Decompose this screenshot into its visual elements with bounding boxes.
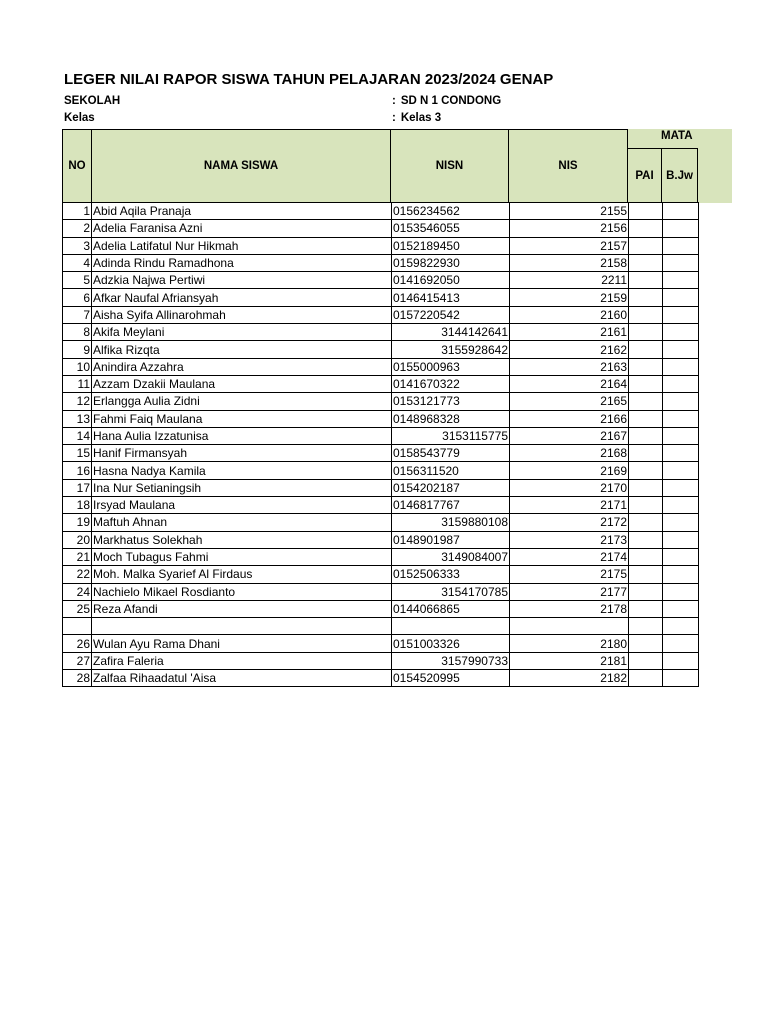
cell-pai (629, 272, 663, 289)
cell-no: 24 (63, 583, 92, 600)
cell-nisn: 3154170785 (392, 583, 510, 600)
cell-pai (629, 618, 663, 635)
cell-pai (629, 445, 663, 462)
kelas-value-row (392, 112, 441, 124)
cell-bjw (663, 618, 699, 635)
cell-pai (629, 462, 663, 479)
cell-nis: 2156 (510, 220, 629, 237)
cell-bjw (663, 272, 699, 289)
cell-no: 26 (63, 635, 92, 652)
cell-pai (629, 497, 663, 514)
table-row (63, 393, 699, 410)
cell-bjw (663, 531, 699, 548)
student-grade-table (62, 202, 699, 687)
table-row (63, 514, 699, 531)
cell-pai (629, 479, 663, 496)
cell-nis: 2163 (510, 358, 629, 375)
cell-no: 6 (63, 289, 92, 306)
cell-no: 5 (63, 272, 92, 289)
cell-no: 16 (63, 462, 92, 479)
table-row (63, 618, 699, 635)
table-row (63, 566, 699, 583)
cell-nama-siswa: Zafira Faleria (92, 652, 392, 669)
cell-pai (629, 254, 663, 271)
table-row (63, 358, 699, 375)
cell-no: 20 (63, 531, 92, 548)
cell-nisn (392, 618, 510, 635)
cell-pai (629, 566, 663, 583)
cell-nis: 2166 (510, 410, 629, 427)
cell-nis (510, 618, 629, 635)
table-row (63, 427, 699, 444)
cell-no: 19 (63, 514, 92, 531)
cell-nama-siswa: Azzam Dzakii Maulana (92, 375, 392, 392)
table-row (63, 652, 699, 669)
cell-nis: 2182 (510, 670, 629, 687)
cell-pai (629, 341, 663, 358)
cell-bjw (663, 548, 699, 565)
cell-nisn: 0148968328 (392, 410, 510, 427)
cell-nisn: 0157220542 (392, 306, 510, 323)
cell-pai (629, 410, 663, 427)
table-row (63, 497, 699, 514)
cell-nama-siswa: Adelia Faranisa Azni (92, 220, 392, 237)
table-row (63, 237, 699, 254)
cell-no: 10 (63, 358, 92, 375)
cell-bjw (663, 670, 699, 687)
cell-nama-siswa: Fahmi Faiq Maulana (92, 410, 392, 427)
kelas-label: Kelas (64, 112, 95, 124)
cell-nisn: 0146415413 (392, 289, 510, 306)
cell-bjw (663, 203, 699, 220)
cell-bjw (663, 324, 699, 341)
cell-no: 9 (63, 341, 92, 358)
cell-nama-siswa: Moh. Malka Syarief Al Firdaus (92, 566, 392, 583)
cell-nis: 2168 (510, 445, 629, 462)
table-row (63, 479, 699, 496)
cell-no: 14 (63, 427, 92, 444)
cell-nis: 2173 (510, 531, 629, 548)
cell-nisn: 3155928642 (392, 341, 510, 358)
cell-nisn: 0153121773 (392, 393, 510, 410)
cell-no: 13 (63, 410, 92, 427)
cell-nisn: 3157990733 (392, 652, 510, 669)
cell-nama-siswa: Hana Aulia Izzatunisa (92, 427, 392, 444)
cell-nis: 2178 (510, 600, 629, 617)
cell-nama-siswa: Ina Nur Setianingsih (92, 479, 392, 496)
cell-nis: 2169 (510, 462, 629, 479)
cell-bjw (663, 375, 699, 392)
cell-pai (629, 514, 663, 531)
cell-nama-siswa: Akifa Meylani (92, 324, 392, 341)
cell-no: 28 (63, 670, 92, 687)
cell-nis: 2162 (510, 341, 629, 358)
cell-nisn: 0158543779 (392, 445, 510, 462)
cell-nisn: 3149084007 (392, 548, 510, 565)
header-pai: PAI (627, 148, 662, 203)
cell-nama-siswa: Reza Afandi (92, 600, 392, 617)
cell-no: 22 (63, 566, 92, 583)
cell-bjw (663, 289, 699, 306)
cell-no: 3 (63, 237, 92, 254)
cell-bjw (663, 358, 699, 375)
cell-nisn: 0141670322 (392, 375, 510, 392)
cell-nisn: 0152506333 (392, 566, 510, 583)
cell-no: 1 (63, 203, 92, 220)
cell-no: 7 (63, 306, 92, 323)
cell-pai (629, 427, 663, 444)
header-nama-siswa: NAMA SISWA (91, 129, 391, 203)
header-mata-pelajaran: MATA (661, 130, 693, 142)
cell-bjw (663, 410, 699, 427)
cell-nama-siswa: Anindira Azzahra (92, 358, 392, 375)
cell-nama-siswa: Abid Aqila Pranaja (92, 203, 392, 220)
cell-pai (629, 237, 663, 254)
cell-nis: 2211 (510, 272, 629, 289)
cell-nisn: 0152189450 (392, 237, 510, 254)
cell-nis: 2164 (510, 375, 629, 392)
cell-bjw (663, 652, 699, 669)
table-row (63, 203, 699, 220)
cell-bjw (663, 583, 699, 600)
cell-no: 12 (63, 393, 92, 410)
table-row (63, 324, 699, 341)
cell-pai (629, 220, 663, 237)
kelas-value: Kelas 3 (400, 112, 442, 124)
cell-bjw (663, 497, 699, 514)
sekolah-value-row (392, 95, 501, 107)
cell-nisn: 0159822930 (392, 254, 510, 271)
sekolah-value: SD N 1 CONDONG (400, 95, 502, 107)
cell-nama-siswa: Wulan Ayu Rama Dhani (92, 635, 392, 652)
cell-nis: 2170 (510, 479, 629, 496)
cell-no (63, 618, 92, 635)
cell-bjw (663, 514, 699, 531)
cell-bjw (663, 462, 699, 479)
separator: : (392, 95, 396, 107)
cell-nama-siswa: Adelia Latifatul Nur Hikmah (92, 237, 392, 254)
cell-no: 18 (63, 497, 92, 514)
cell-nis: 2181 (510, 652, 629, 669)
cell-nama-siswa: Nachielo Mikael Rosdianto (92, 583, 392, 600)
cell-pai (629, 583, 663, 600)
cell-nisn: 3159880108 (392, 514, 510, 531)
header-nis: NIS (508, 129, 628, 203)
cell-pai (629, 531, 663, 548)
table-row (63, 583, 699, 600)
cell-bjw (663, 445, 699, 462)
table-row (63, 272, 699, 289)
table-row (63, 254, 699, 271)
cell-bjw (663, 254, 699, 271)
cell-nis: 2155 (510, 203, 629, 220)
cell-pai (629, 324, 663, 341)
cell-pai (629, 548, 663, 565)
cell-pai (629, 289, 663, 306)
cell-no: 25 (63, 600, 92, 617)
cell-no: 27 (63, 652, 92, 669)
cell-nisn: 0153546055 (392, 220, 510, 237)
cell-bjw (663, 566, 699, 583)
cell-bjw (663, 393, 699, 410)
cell-nama-siswa: Irsyad Maulana (92, 497, 392, 514)
cell-pai (629, 358, 663, 375)
header-nisn: NISN (390, 129, 509, 203)
header-no: NO (62, 129, 92, 203)
cell-nama-siswa: Erlangga Aulia Zidni (92, 393, 392, 410)
cell-nisn: 3144142641 (392, 324, 510, 341)
table-row (63, 600, 699, 617)
cell-nis: 2160 (510, 306, 629, 323)
table-row (63, 548, 699, 565)
cell-pai (629, 306, 663, 323)
cell-no: 4 (63, 254, 92, 271)
cell-nis: 2167 (510, 427, 629, 444)
table-row (63, 375, 699, 392)
cell-nisn: 0146817767 (392, 497, 510, 514)
cell-pai (629, 600, 663, 617)
cell-nama-siswa: Moch Tubagus Fahmi (92, 548, 392, 565)
cell-bjw (663, 427, 699, 444)
table-row (63, 635, 699, 652)
table-row (63, 220, 699, 237)
cell-pai (629, 635, 663, 652)
cell-nama-siswa (92, 618, 392, 635)
cell-nis: 2161 (510, 324, 629, 341)
cell-nisn: 0156234562 (392, 203, 510, 220)
cell-nisn: 3153115775 (392, 427, 510, 444)
cell-no: 8 (63, 324, 92, 341)
cell-nama-siswa: Markhatus Solekhah (92, 531, 392, 548)
cell-bjw (663, 220, 699, 237)
cell-nis: 2159 (510, 289, 629, 306)
cell-nis: 2180 (510, 635, 629, 652)
cell-nis: 2172 (510, 514, 629, 531)
cell-bjw (663, 635, 699, 652)
table-row (63, 670, 699, 687)
cell-pai (629, 670, 663, 687)
cell-nama-siswa: Zalfaa Rihaadatul 'Aisa (92, 670, 392, 687)
cell-nis: 2158 (510, 254, 629, 271)
cell-nis: 2175 (510, 566, 629, 583)
cell-nisn: 0155000963 (392, 358, 510, 375)
cell-nama-siswa: Hanif Firmansyah (92, 445, 392, 462)
cell-nisn: 0141692050 (392, 272, 510, 289)
cell-nama-siswa: Hasna Nadya Kamila (92, 462, 392, 479)
cell-no: 21 (63, 548, 92, 565)
cell-pai (629, 393, 663, 410)
cell-no: 17 (63, 479, 92, 496)
cell-pai (629, 203, 663, 220)
table-row (63, 289, 699, 306)
separator: : (392, 112, 396, 124)
cell-nisn: 0148901987 (392, 531, 510, 548)
cell-nis: 2171 (510, 497, 629, 514)
cell-nama-siswa: Alfika Rizqta (92, 341, 392, 358)
table-row (63, 341, 699, 358)
header-bjw: B.Jw (661, 148, 698, 203)
table-row (63, 462, 699, 479)
cell-bjw (663, 341, 699, 358)
cell-nama-siswa: Maftuh Ahnan (92, 514, 392, 531)
cell-nama-siswa: Afkar Naufal Afriansyah (92, 289, 392, 306)
cell-nisn: 0144066865 (392, 600, 510, 617)
cell-nisn: 0154202187 (392, 479, 510, 496)
cell-no: 15 (63, 445, 92, 462)
sekolah-label: SEKOLAH (64, 95, 121, 107)
table-row (63, 306, 699, 323)
table-body (63, 203, 699, 687)
document-title: LEGER NILAI RAPOR SISWA TAHUN PELAJARAN 2023/2024 GENAP (64, 71, 554, 88)
table-row (63, 410, 699, 427)
table-row (63, 445, 699, 462)
cell-nama-siswa: Aisha Syifa Allinarohmah (92, 306, 392, 323)
cell-nis: 2177 (510, 583, 629, 600)
cell-bjw (663, 306, 699, 323)
cell-bjw (663, 237, 699, 254)
cell-nis: 2165 (510, 393, 629, 410)
cell-nama-siswa: Adinda Rindu Ramadhona (92, 254, 392, 271)
cell-bjw (663, 600, 699, 617)
table-row (63, 531, 699, 548)
cell-bjw (663, 479, 699, 496)
cell-nis: 2174 (510, 548, 629, 565)
cell-nisn: 0151003326 (392, 635, 510, 652)
cell-nisn: 0154520995 (392, 670, 510, 687)
cell-no: 11 (63, 375, 92, 392)
cell-nis: 2157 (510, 237, 629, 254)
cell-nisn: 0156311520 (392, 462, 510, 479)
cell-nama-siswa: Adzkia Najwa Pertiwi (92, 272, 392, 289)
cell-pai (629, 375, 663, 392)
cell-pai (629, 652, 663, 669)
cell-no: 2 (63, 220, 92, 237)
